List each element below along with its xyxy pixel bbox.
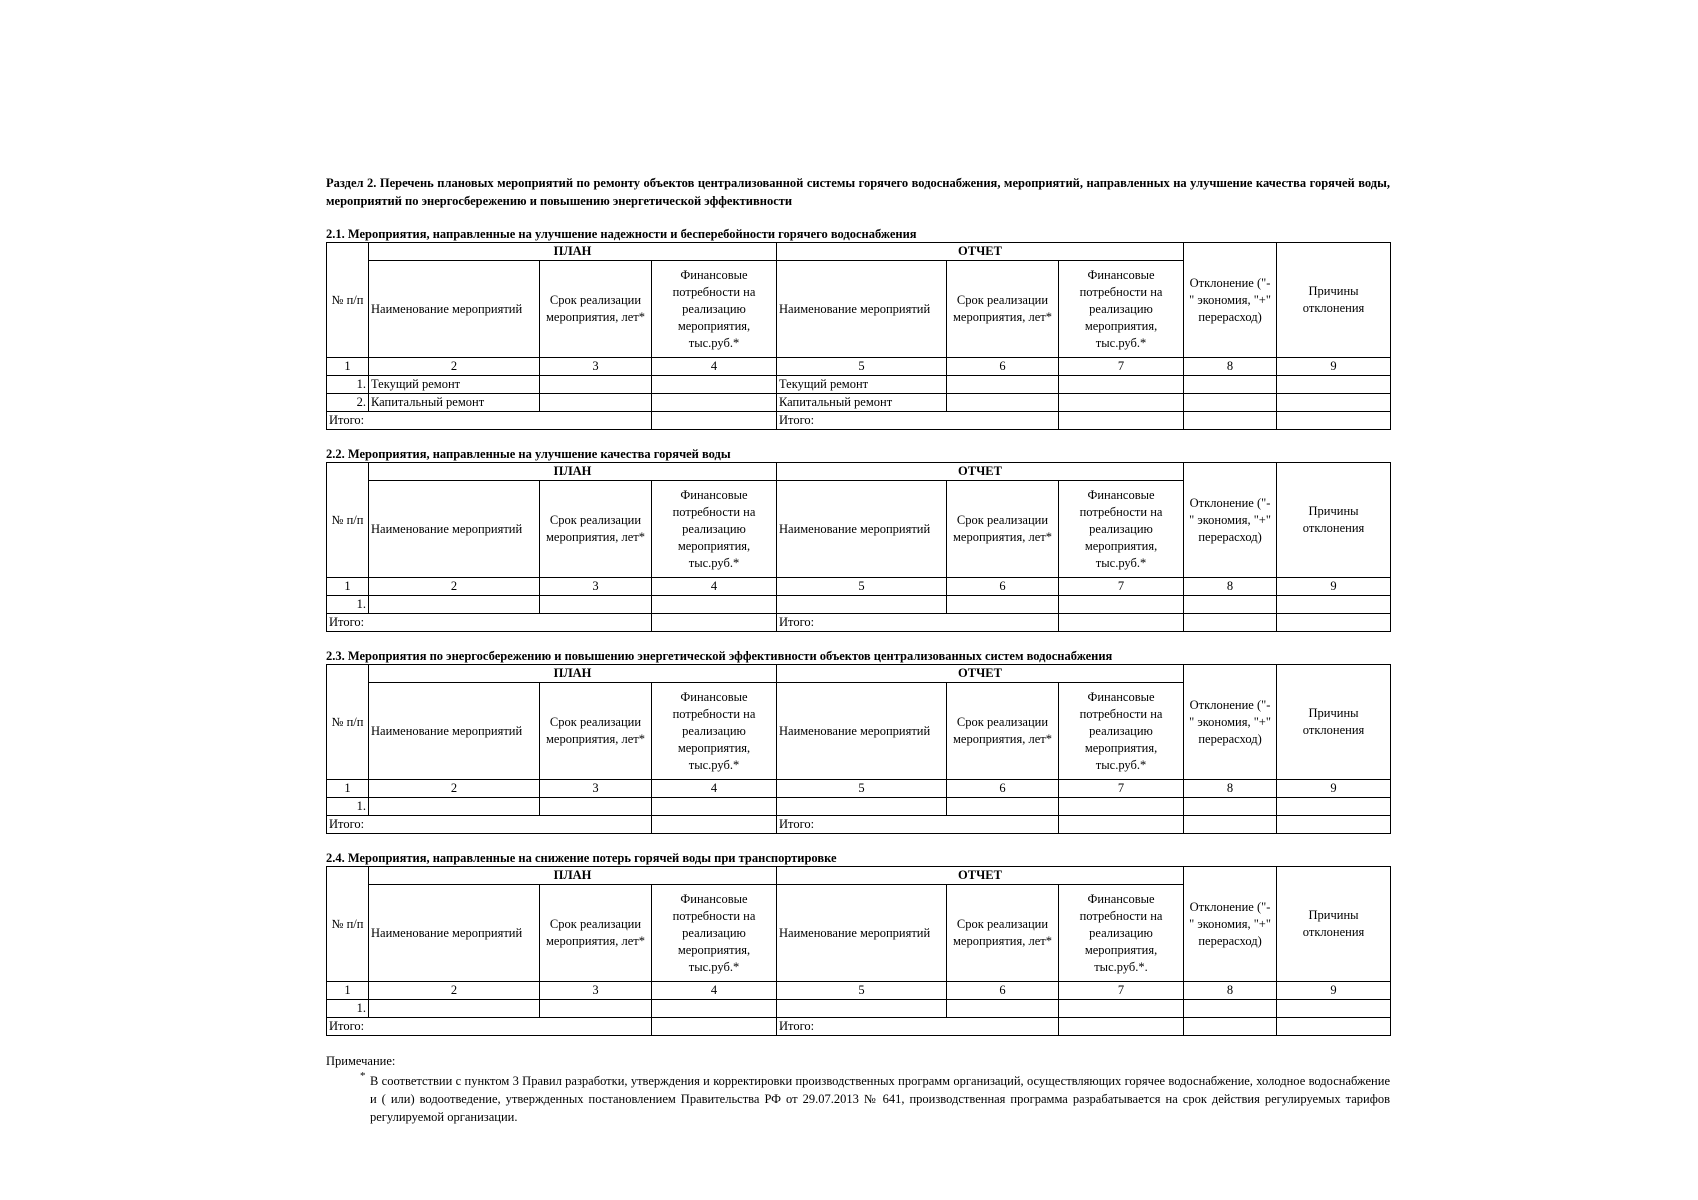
report-finance-cell — [1059, 394, 1184, 412]
plan-header: ПЛАН — [369, 463, 777, 481]
reasons-total — [1277, 1018, 1391, 1036]
column-number: 2 — [369, 982, 540, 1000]
plan-term-cell — [540, 596, 652, 614]
note-asterisk: * — [360, 1070, 366, 1082]
deviation-total — [1184, 614, 1277, 632]
table-row — [327, 376, 1391, 394]
deviation-total — [1184, 412, 1277, 430]
deviation-cell — [1184, 376, 1277, 394]
column-number: 8 — [1184, 780, 1277, 798]
plan-finance-header: Финансовые потребности на реализацию мероприятия, тыс.руб.* — [652, 261, 777, 358]
report-name-cell: Капитальный ремонт — [777, 394, 947, 412]
column-numbers-row — [327, 578, 1391, 596]
section-1 — [326, 226, 1390, 430]
column-number: 2 — [369, 780, 540, 798]
plan-name-cell — [369, 798, 540, 816]
report-finance-cell — [1059, 596, 1184, 614]
plan-term-cell — [540, 394, 652, 412]
deviation-header: Отклонение ("- " экономия, "+" перерасход) — [1184, 463, 1277, 578]
column-numbers-row — [327, 358, 1391, 376]
section-title: 2.1. Мероприятия, направленные на улучшение надежности и бесперебойности горячего водоснабжения — [326, 227, 917, 241]
reasons-cell — [1277, 1000, 1391, 1018]
activities-table — [326, 242, 1391, 430]
section-title: 2.2. Мероприятия, направленные на улучшение качества горячей воды — [326, 447, 731, 461]
plan-finance-cell — [652, 376, 777, 394]
plan-name-cell: Капитальный ремонт — [369, 394, 540, 412]
header-group-row — [327, 867, 1391, 885]
num-header: № п/п — [327, 243, 369, 358]
report-total-value — [1059, 614, 1184, 632]
column-number: 6 — [947, 578, 1059, 596]
column-number: 4 — [652, 578, 777, 596]
report-name-header: Наименование мероприятий — [777, 261, 947, 358]
plan-total-label: Итого: — [327, 816, 652, 834]
deviation-cell — [1184, 798, 1277, 816]
table-row — [327, 394, 1391, 412]
plan-term-cell — [540, 1000, 652, 1018]
reasons-header: Причины отклонения — [1277, 867, 1391, 982]
row-number: 2. — [327, 394, 369, 412]
table-row — [327, 596, 1391, 614]
column-number: 8 — [1184, 578, 1277, 596]
row-number: 1. — [327, 798, 369, 816]
report-term-header: Срок реализации мероприятия, лет* — [947, 885, 1059, 982]
report-finance-cell — [1059, 798, 1184, 816]
report-total-label: Итого: — [777, 614, 1059, 632]
column-number: 8 — [1184, 982, 1277, 1000]
reasons-cell — [1277, 376, 1391, 394]
plan-header: ПЛАН — [369, 867, 777, 885]
report-term-header: Срок реализации мероприятия, лет* — [947, 683, 1059, 780]
column-number: 5 — [777, 982, 947, 1000]
header-group-row — [327, 665, 1391, 683]
num-header: № п/п — [327, 867, 369, 982]
section-title: 2.4. Мероприятия, направленные на снижение потерь горячей воды при транспортировке — [326, 851, 837, 865]
column-number: 6 — [947, 780, 1059, 798]
reasons-cell — [1277, 596, 1391, 614]
column-number: 6 — [947, 358, 1059, 376]
note-text: В соответствии с пунктом 3 Правил разработки, утверждения и корректировки производственных программ организаций, осуществляющих горячее водоснабжение, холодное водоснабжение и ( или) водоотведение, утвержденных постановлением Правительства РФ от 29.07.2013 № 641, производственная программа разрабатывается на срок действия регулируемых тарифов регулируемой организации. — [370, 1074, 1390, 1124]
activities-table — [326, 664, 1391, 834]
report-header: ОТЧЕТ — [777, 867, 1184, 885]
notes — [326, 1052, 1390, 1126]
document — [326, 174, 1390, 1126]
column-number: 1 — [327, 358, 369, 376]
plan-finance-header: Финансовые потребности на реализацию мероприятия, тыс.руб.* — [652, 683, 777, 780]
report-name-cell — [777, 596, 947, 614]
notes-label: Примечание: — [326, 1054, 396, 1068]
plan-finance-cell — [652, 596, 777, 614]
report-name-cell: Текущий ремонт — [777, 376, 947, 394]
reasons-header: Причины отклонения — [1277, 463, 1391, 578]
report-name-cell — [777, 798, 947, 816]
column-number: 7 — [1059, 358, 1184, 376]
report-total-label: Итого: — [777, 412, 1059, 430]
column-number: 4 — [652, 780, 777, 798]
column-number: 8 — [1184, 358, 1277, 376]
report-total-value — [1059, 816, 1184, 834]
column-number: 6 — [947, 982, 1059, 1000]
reasons-cell — [1277, 394, 1391, 412]
plan-total-value — [652, 614, 777, 632]
deviation-total — [1184, 1018, 1277, 1036]
report-finance-header: Финансовые потребности на реализацию мероприятия, тыс.руб.* — [1059, 261, 1184, 358]
plan-finance-header: Финансовые потребности на реализацию мероприятия, тыс.руб.* — [652, 885, 777, 982]
column-number: 7 — [1059, 780, 1184, 798]
report-total-value — [1059, 1018, 1184, 1036]
report-finance-header: Финансовые потребности на реализацию мероприятия, тыс.руб.* — [1059, 481, 1184, 578]
plan-total-label: Итого: — [327, 412, 652, 430]
plan-term-header: Срок реализации мероприятия, лет* — [540, 683, 652, 780]
plan-header: ПЛАН — [369, 665, 777, 683]
plan-finance-cell — [652, 798, 777, 816]
plan-total-label: Итого: — [327, 1018, 652, 1036]
plan-total-value — [652, 412, 777, 430]
column-number: 3 — [540, 358, 652, 376]
header-group-row — [327, 463, 1391, 481]
report-total-label: Итого: — [777, 1018, 1059, 1036]
report-term-cell — [947, 394, 1059, 412]
reasons-total — [1277, 816, 1391, 834]
row-number: 1. — [327, 376, 369, 394]
plan-term-header: Срок реализации мероприятия, лет* — [540, 481, 652, 578]
deviation-header: Отклонение ("- " экономия, "+" перерасход) — [1184, 243, 1277, 358]
section-4 — [326, 850, 1390, 1036]
column-number: 2 — [369, 578, 540, 596]
section-title: 2.3. Мероприятия по энергосбережению и повышению энергетической эффективности объектов централизованных систем водоснабжения — [326, 649, 1113, 663]
table-row — [327, 1000, 1391, 1018]
document-title: Раздел 2. Перечень плановых мероприятий по ремонту объектов централизованной системы горячего водоснабжения, мероприятий, направленных на улучшение качества горячей воды, мероприятий по энергосбережению и повышению энергетической эффективности — [326, 176, 1390, 208]
deviation-total — [1184, 816, 1277, 834]
report-finance-cell — [1059, 1000, 1184, 1018]
report-total-value — [1059, 412, 1184, 430]
column-number: 2 — [369, 358, 540, 376]
plan-finance-header: Финансовые потребности на реализацию мероприятия, тыс.руб.* — [652, 481, 777, 578]
activities-table — [326, 462, 1391, 632]
report-term-cell — [947, 1000, 1059, 1018]
deviation-header: Отклонение ("- " экономия, "+" перерасход) — [1184, 665, 1277, 780]
sections-container — [326, 226, 1390, 1036]
total-row — [327, 614, 1391, 632]
reasons-header: Причины отклонения — [1277, 665, 1391, 780]
plan-name-header: Наименование мероприятий — [369, 481, 540, 578]
activities-table — [326, 866, 1391, 1036]
report-name-cell — [777, 1000, 947, 1018]
report-term-cell — [947, 376, 1059, 394]
column-number: 5 — [777, 358, 947, 376]
report-term-cell — [947, 596, 1059, 614]
report-term-header: Срок реализации мероприятия, лет* — [947, 481, 1059, 578]
report-header: ОТЧЕТ — [777, 243, 1184, 261]
plan-header: ПЛАН — [369, 243, 777, 261]
column-number: 7 — [1059, 578, 1184, 596]
column-number: 9 — [1277, 578, 1391, 596]
column-number: 4 — [652, 358, 777, 376]
column-number: 4 — [652, 982, 777, 1000]
column-number: 9 — [1277, 358, 1391, 376]
column-numbers-row — [327, 982, 1391, 1000]
report-finance-header: Финансовые потребности на реализацию мероприятия, тыс.руб.* — [1059, 683, 1184, 780]
column-number: 1 — [327, 982, 369, 1000]
column-number: 1 — [327, 578, 369, 596]
column-number: 5 — [777, 780, 947, 798]
column-number: 9 — [1277, 780, 1391, 798]
plan-finance-cell — [652, 1000, 777, 1018]
plan-total-label: Итого: — [327, 614, 652, 632]
section-2 — [326, 446, 1390, 632]
table-row — [327, 798, 1391, 816]
total-row — [327, 1018, 1391, 1036]
plan-name-header: Наименование мероприятий — [369, 261, 540, 358]
report-term-header: Срок реализации мероприятия, лет* — [947, 261, 1059, 358]
column-number: 3 — [540, 780, 652, 798]
report-finance-header: Финансовые потребности на реализацию мероприятия, тыс.руб.*. — [1059, 885, 1184, 982]
note-item — [326, 1072, 1390, 1126]
plan-finance-cell — [652, 394, 777, 412]
plan-term-header: Срок реализации мероприятия, лет* — [540, 261, 652, 358]
reasons-total — [1277, 412, 1391, 430]
reasons-header: Причины отклонения — [1277, 243, 1391, 358]
report-total-label: Итого: — [777, 816, 1059, 834]
plan-term-cell — [540, 798, 652, 816]
num-header: № п/п — [327, 665, 369, 780]
column-numbers-row — [327, 780, 1391, 798]
deviation-cell — [1184, 596, 1277, 614]
report-header: ОТЧЕТ — [777, 463, 1184, 481]
report-header: ОТЧЕТ — [777, 665, 1184, 683]
header-group-row — [327, 243, 1391, 261]
total-row — [327, 412, 1391, 430]
plan-total-value — [652, 816, 777, 834]
plan-term-cell — [540, 376, 652, 394]
report-name-header: Наименование мероприятий — [777, 481, 947, 578]
deviation-header: Отклонение ("- " экономия, "+" перерасход) — [1184, 867, 1277, 982]
column-number: 3 — [540, 578, 652, 596]
reasons-cell — [1277, 798, 1391, 816]
num-header: № п/п — [327, 463, 369, 578]
column-number: 1 — [327, 780, 369, 798]
deviation-cell — [1184, 1000, 1277, 1018]
column-number: 7 — [1059, 982, 1184, 1000]
row-number: 1. — [327, 1000, 369, 1018]
plan-name-header: Наименование мероприятий — [369, 683, 540, 780]
column-number: 3 — [540, 982, 652, 1000]
row-number: 1. — [327, 596, 369, 614]
total-row — [327, 816, 1391, 834]
plan-name-cell — [369, 1000, 540, 1018]
column-number: 5 — [777, 578, 947, 596]
report-name-header: Наименование мероприятий — [777, 885, 947, 982]
plan-total-value — [652, 1018, 777, 1036]
section-3 — [326, 648, 1390, 834]
column-number: 9 — [1277, 982, 1391, 1000]
report-finance-cell — [1059, 376, 1184, 394]
report-term-cell — [947, 798, 1059, 816]
plan-name-header: Наименование мероприятий — [369, 885, 540, 982]
deviation-cell — [1184, 394, 1277, 412]
plan-name-cell: Текущий ремонт — [369, 376, 540, 394]
reasons-total — [1277, 614, 1391, 632]
report-name-header: Наименование мероприятий — [777, 683, 947, 780]
plan-name-cell — [369, 596, 540, 614]
plan-term-header: Срок реализации мероприятия, лет* — [540, 885, 652, 982]
